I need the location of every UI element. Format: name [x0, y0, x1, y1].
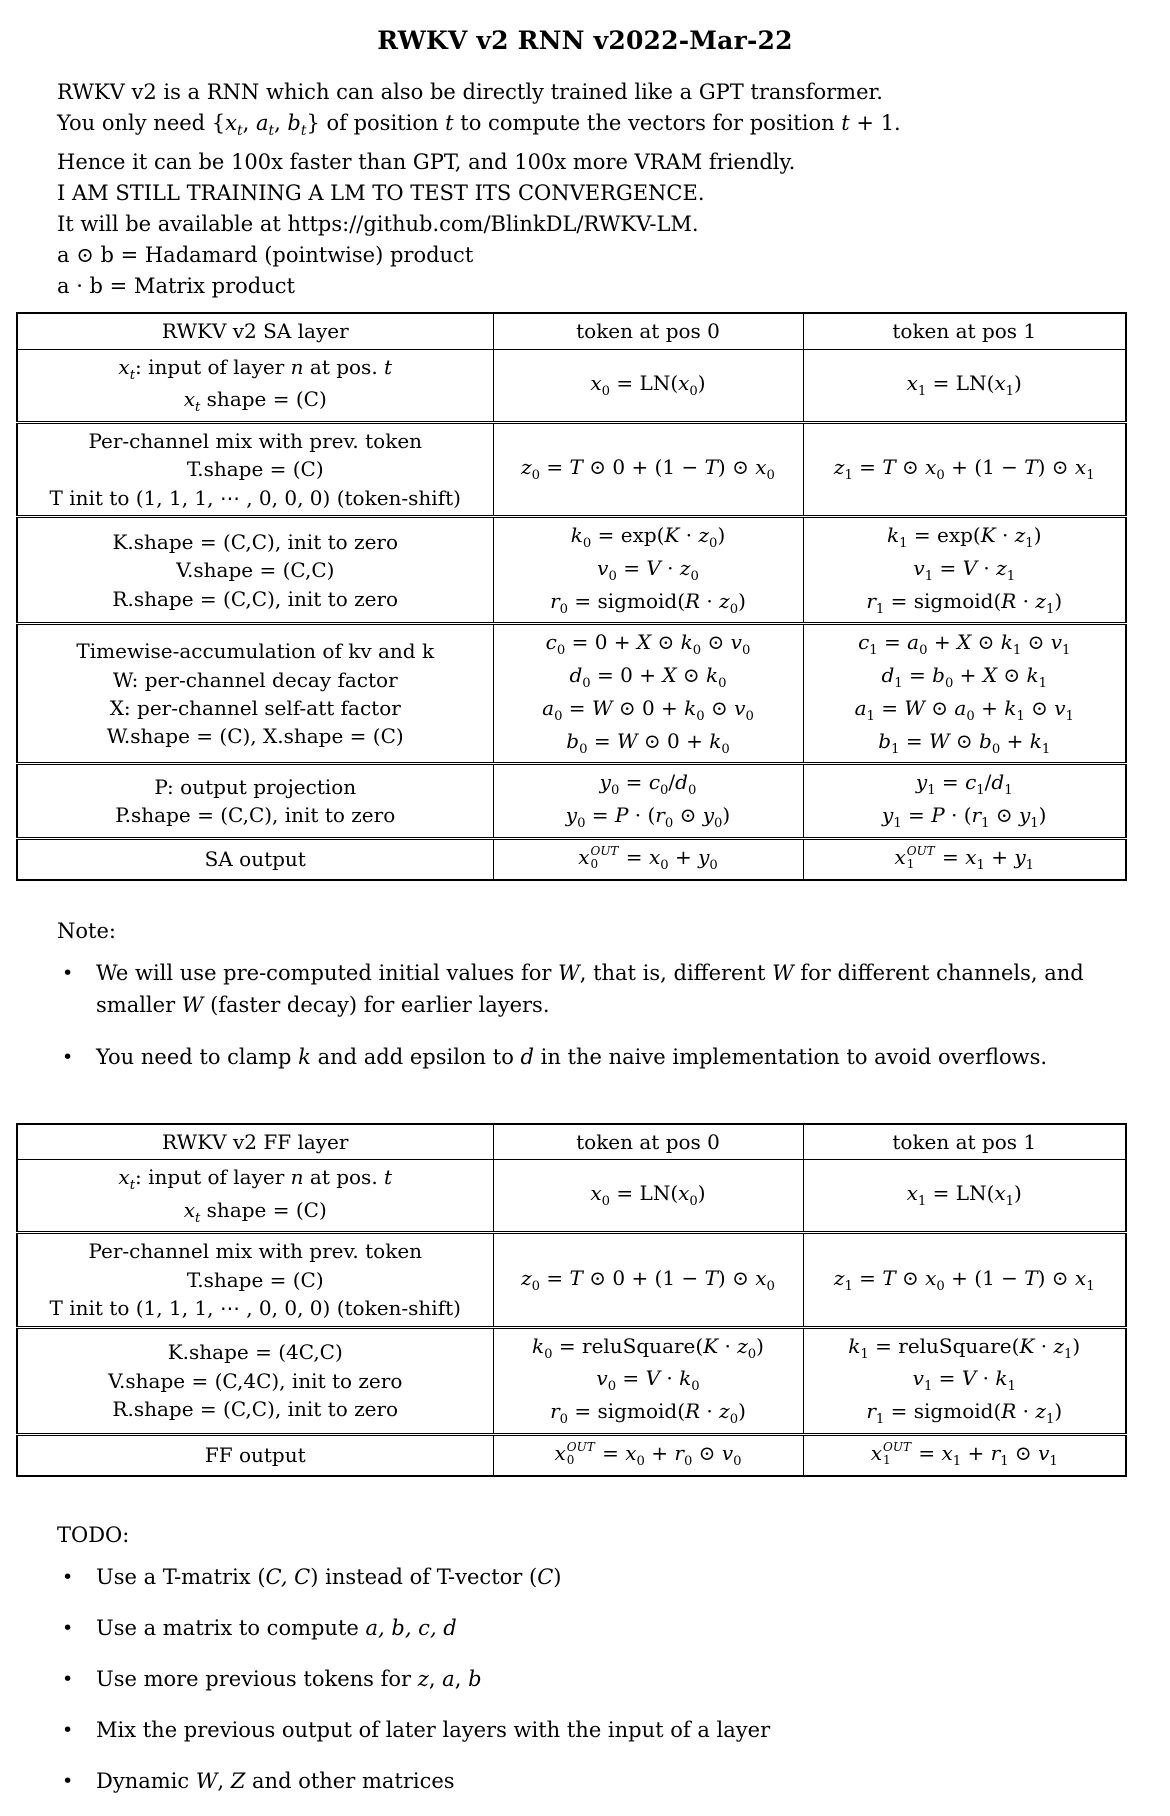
todo-bullet-text: Use more previous tokens for z, a, b — [96, 1666, 482, 1691]
list-item — [62, 1714, 1150, 1746]
intro-line-hadamard-def: a ⊙ b = Hadamard (pointwise) product — [57, 243, 474, 268]
table-cell-pos0: $y_0 = c_0/d_0$ $y_0 = P \cdot (r_0$ ⊙ $y_0$) — [493, 764, 803, 838]
page-title: RWKV v2 RNN v2022-Mar-22 — [377, 26, 793, 55]
table-cell-pos0: x OUT 0 = $x_0 + r_0$ ⊙ $v_0$ — [493, 1434, 803, 1475]
table-cell-pos0: $x_0 = LN(x_0)$ — [493, 349, 803, 422]
table-cell-pos1: x OUT 1 = $x_1 + y_1$ — [803, 838, 1126, 879]
todo-bullet-text: Dynamic W, Z and other matrices — [96, 1768, 455, 1793]
table-cell-desc: K.shape = (C,C), init to zero V.shape = (C,C) R.shape = (C,C), init to zero — [112, 529, 399, 611]
list-item — [62, 1765, 1150, 1797]
table-cell-desc: $x_t$: input of layer n at pos. t $x_t$ shape = (C) — [118, 354, 393, 416]
list-item — [62, 1612, 1150, 1644]
todo-list — [0, 1561, 1170, 1797]
table-cell-desc: P: output projection P.shape = (C,C), init to zero — [115, 774, 396, 828]
todo-bullet-text: Use a T-matrix (C, C) instead of T-vector (C) — [96, 1564, 562, 1589]
table-cell-pos1: $k_1$ = reluSquare(K · $z_1$) $v_1 = V \cdot k_1$ $r_1$ = sigmoid(R · $z_1$) — [803, 1327, 1126, 1434]
table-cell-pos1: $c_1 = a_0 + X$ ⊙ $k_1$ ⊙ $v_1$ $d_1 = b_0 + X$ ⊙ $k_1$ $a_1 = W$ ⊙ $a_0 + k_1$ ⊙ $v_1$ $b_1 = W$ ⊙ $b_0 + k_1$ — [803, 624, 1126, 764]
list-item — [62, 1561, 1150, 1593]
intro-line-matrix-def: a · b = Matrix product — [57, 274, 295, 299]
ff-layer-table — [16, 1123, 1127, 1477]
intro-line: You only need {$x_t$, $a_t$, $b_t$} of position t to compute the vectors for position t + 1. — [57, 111, 901, 140]
bullet-icon: • — [62, 1045, 74, 1068]
table-row — [17, 349, 1126, 422]
bullet-icon: • — [62, 1616, 74, 1639]
table-cell-desc: SA output — [204, 847, 306, 871]
table-row — [17, 764, 1126, 838]
table-cell-pos0: $z_0 = T$ ⊙ 0 + (1 − T) ⊙ $x_0$ — [493, 1233, 803, 1327]
table-cell-pos1: $y_1 = c_1/d_1$ $y_1 = P \cdot (r_1$ ⊙ $y_1$) — [803, 764, 1126, 838]
intro-line: I AM STILL TRAINING A LM TO TEST ITS CONVERGENCE. — [57, 181, 705, 206]
table-cell-desc: $x_t$: input of layer n at pos. t $x_t$ shape = (C) — [118, 1164, 393, 1226]
table-row — [17, 1327, 1126, 1434]
note-bullet-text: You need to clamp k and add epsilon to d in the naive implementation to avoid overflows. — [96, 1044, 1048, 1069]
table-cell-pos0: $k_0$ = reluSquare(K · $z_0$) $v_0 = V \cdot k_0$ $r_0$ = sigmoid(R · $z_0$) — [493, 1327, 803, 1434]
table-cell-pos1: $k_1 = \exp(K \cdot z_1)$ $v_1 = V \cdot z_1$ $r_1$ = sigmoid(R · $z_1$) — [803, 517, 1126, 624]
table-cell-desc: Timewise-accumulation of kv and k W: per-channel decay factor X: per-channel self-att factor W.shape = (C), X.shape = (C) — [76, 639, 435, 749]
bullet-icon: • — [62, 1565, 74, 1588]
ff-table-title-cell: RWKV v2 FF layer — [162, 1129, 349, 1154]
column-header-pos1: token at pos 1 — [803, 313, 1126, 349]
note-heading: Note: — [57, 918, 116, 943]
note-bullet-text: We will use pre-computed initial values for W, that is, different W for different channels, and smaller W (faster decay) for earlier layers. — [96, 960, 1084, 1017]
table-cell-desc: Per-channel mix with prev. token T.shape = (C) T init to (1, 1, 1, ⋯ , 0, 0, 0) (token-shift) — [49, 1239, 461, 1321]
bullet-icon: • — [62, 1667, 74, 1690]
table-row — [17, 1159, 1126, 1232]
bullet-icon: • — [62, 961, 74, 984]
table-row — [17, 517, 1126, 624]
table-cell-pos1: $z_1 = T$ ⊙ $x_0 + (1 - T)$ ⊙ $x_1$ — [803, 423, 1126, 517]
todo-bullet-text: Use a matrix to compute a, b, c, d — [96, 1615, 457, 1640]
table-cell-pos0: $z_0 = T$ ⊙ 0 + (1 − T) ⊙ $x_0$ — [493, 423, 803, 517]
table-row — [17, 1233, 1126, 1327]
bullet-icon: • — [62, 1718, 74, 1741]
table-cell-pos1: $x_1 = LN(x_1)$ — [803, 1159, 1126, 1232]
table-cell-desc: FF output — [204, 1442, 306, 1467]
column-header-pos0: token at pos 0 — [493, 1124, 803, 1160]
intro-paragraph — [57, 77, 1150, 302]
table-cell-pos1: x OUT 1 = $x_1 + r_1$ ⊙ $v_1$ — [803, 1434, 1126, 1475]
table-cell-pos0: $k_0 = \exp(K \cdot z_0)$ $v_0 = V \cdot z_0$ $r_0$ = sigmoid(R · $z_0$) — [493, 517, 803, 624]
table-cell-pos0: $x_0 = LN(x_0)$ — [493, 1159, 803, 1232]
table-row — [17, 838, 1126, 879]
table-cell-desc: K.shape = (4C,C) V.shape = (C,4C), init to zero R.shape = (C,C), init to zero — [108, 1340, 403, 1421]
todo-heading: TODO: — [57, 1522, 130, 1547]
table-row — [17, 1434, 1126, 1475]
intro-line: Hence it can be 100x faster than GPT, and 100x more VRAM friendly. — [57, 150, 796, 175]
list-item — [62, 1663, 1150, 1695]
intro-line: RWKV v2 is a RNN which can also be directly trained like a GPT transformer. — [57, 80, 883, 104]
table-row — [17, 624, 1126, 764]
todo-bullet-text: Mix the previous output of later layers with the input of a layer — [96, 1717, 771, 1742]
sa-table-title-cell: RWKV v2 SA layer — [161, 319, 349, 344]
table-cell-pos0: $c_0 = 0 + X$ ⊙ $k_0$ ⊙ $v_0$ $d_0 = 0 + X$ ⊙ $k_0$ $a_0 = W$ ⊙ $0 + k_0$ ⊙ $v_0$ $b_0 = W$ ⊙ $0 + k_0$ — [493, 624, 803, 764]
note-list — [0, 957, 1170, 1073]
table-header-row — [17, 313, 1126, 349]
table-row — [17, 423, 1126, 517]
column-header-pos0: token at pos 0 — [493, 313, 803, 349]
column-header-pos1: token at pos 1 — [803, 1124, 1126, 1160]
list-item — [62, 957, 1150, 1021]
table-cell-pos1: $z_1 = T$ ⊙ $x_0 + (1 - T)$ ⊙ $x_1$ — [803, 1233, 1126, 1327]
sa-layer-table — [16, 312, 1127, 880]
intro-line-repo-url: It will be available at https://github.com/BlinkDL/RWKV-LM. — [57, 212, 699, 237]
list-item — [62, 1041, 1150, 1073]
table-cell-pos0: x OUT 0 = $x_0 + y_0$ — [493, 838, 803, 879]
table-cell-desc: Per-channel mix with prev. token T.shape = (C) T init to (1, 1, 1, ⋯ , 0, 0, 0) (token-shift) — [49, 429, 461, 510]
bullet-icon: • — [62, 1769, 74, 1792]
table-header-row — [17, 1124, 1126, 1160]
table-cell-pos1: $x_1 = LN(x_1)$ — [803, 349, 1126, 422]
